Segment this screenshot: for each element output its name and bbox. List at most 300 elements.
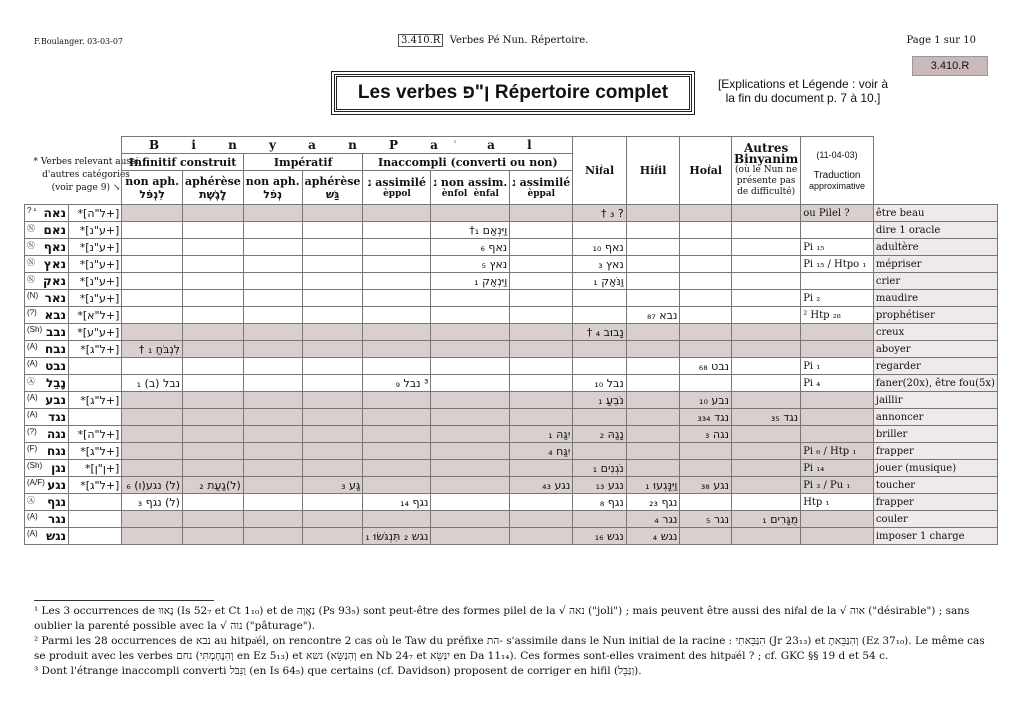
header-subtitle: Verbes Pé Nun. Répertoire. bbox=[449, 35, 589, 46]
paal-form-cell bbox=[122, 239, 183, 256]
autres-binyanim-note: (où le Nun ne présente pas de difficulté) bbox=[735, 165, 798, 197]
nifal-cell bbox=[626, 358, 680, 375]
paal-form-cell bbox=[510, 290, 573, 307]
root-label: נגד bbox=[48, 410, 67, 424]
row-tag: (A) bbox=[27, 393, 38, 402]
autres-binyanim-cell bbox=[801, 341, 874, 358]
hofal-cell bbox=[732, 460, 801, 477]
hofal-cell bbox=[732, 239, 801, 256]
paal-form-cell bbox=[302, 324, 363, 341]
paal-form-cell bbox=[363, 341, 431, 358]
table-row bbox=[25, 222, 998, 239]
autres-binyanim-cell bbox=[801, 426, 874, 443]
paal-form-cell bbox=[182, 409, 243, 426]
autres-formes-cell bbox=[573, 307, 626, 324]
paal-form-cell bbox=[431, 358, 510, 375]
root-cell bbox=[25, 256, 69, 273]
paal-form-cell bbox=[302, 392, 363, 409]
autres-binyanim-cell bbox=[801, 324, 874, 341]
hofal-cell: מֻגָּרִים ₁ bbox=[732, 511, 801, 528]
hifil-cell bbox=[680, 375, 732, 392]
table-row bbox=[25, 426, 998, 443]
nifal-cell bbox=[626, 341, 680, 358]
paal-form-cell bbox=[431, 307, 510, 324]
paal-form-cell bbox=[243, 358, 302, 375]
root-cell bbox=[25, 239, 69, 256]
row-tag: (A/F) bbox=[27, 478, 45, 487]
root-label: נגש bbox=[46, 529, 67, 543]
nifal-header: Nif͑al bbox=[573, 137, 626, 205]
paal-form-cell bbox=[122, 426, 183, 443]
table-row bbox=[25, 341, 998, 358]
paal-form-cell bbox=[510, 222, 573, 239]
category-cell bbox=[69, 409, 122, 426]
paal-form-cell bbox=[182, 528, 243, 545]
paal-form-cell bbox=[122, 273, 183, 290]
sub-aph1: aphérèse bbox=[184, 174, 241, 188]
root-cell bbox=[25, 511, 69, 528]
hifil-header: Hif͑il bbox=[626, 137, 680, 205]
row-tag: (?) bbox=[27, 308, 37, 317]
paal-form-cell bbox=[363, 324, 431, 341]
paal-form-cell bbox=[302, 273, 363, 290]
header-code: 3.410.R bbox=[398, 34, 443, 47]
traduction-cell: faner(20x), être fou(5x) bbox=[873, 375, 997, 392]
paal-form-cell bbox=[363, 409, 431, 426]
paal-form-cell bbox=[122, 341, 183, 358]
paal-form-cell bbox=[243, 222, 302, 239]
paal-form-cell bbox=[363, 239, 431, 256]
table-row bbox=[25, 443, 998, 460]
sub-nonaph1: non aph. bbox=[125, 174, 180, 188]
paal-form-cell bbox=[182, 426, 243, 443]
root-label: נאץ bbox=[43, 257, 67, 271]
table-row bbox=[25, 494, 998, 511]
paal-form: גַּע ₃ bbox=[341, 478, 361, 492]
paal-form-cell bbox=[510, 426, 573, 443]
paal-form-cell bbox=[122, 443, 183, 460]
paal-form-cell bbox=[431, 443, 510, 460]
table-row bbox=[25, 460, 998, 477]
row-tag: (Sh) bbox=[27, 325, 43, 334]
ex-eppol: èppol bbox=[383, 189, 411, 199]
root-cell bbox=[25, 375, 69, 392]
paal-form-cell bbox=[302, 460, 363, 477]
category-cell bbox=[69, 528, 122, 545]
paal-form-cell bbox=[182, 460, 243, 477]
paal-form-cell bbox=[302, 511, 363, 528]
hifil-cell bbox=[680, 460, 732, 477]
hifil-cell: נגע ₃₈ bbox=[680, 477, 732, 494]
paal-form: נגף ₁₄ bbox=[400, 495, 429, 509]
autres-binyanim-cell: Htp ₁ bbox=[801, 494, 874, 511]
autres-binyanim-cell: Pi ₂ bbox=[801, 290, 874, 307]
paal-form-cell bbox=[243, 239, 302, 256]
root-label: נגה bbox=[46, 427, 67, 441]
row-tag: (F) bbox=[27, 444, 38, 453]
paal-form-cell bbox=[243, 494, 302, 511]
table-row bbox=[25, 477, 998, 494]
root-label: נבע bbox=[45, 393, 67, 407]
traduction-cell: frapper bbox=[873, 443, 997, 460]
hifil-cell: נגד ₃₃₄ bbox=[680, 409, 732, 426]
paal-form-cell bbox=[302, 494, 363, 511]
nifal-cell bbox=[626, 273, 680, 290]
sub-assim2: נ assimilé bbox=[512, 176, 571, 189]
root-cell bbox=[25, 494, 69, 511]
root-label: נבח bbox=[45, 342, 67, 356]
nifal-cell bbox=[626, 290, 680, 307]
sub-aph2: aphérèse bbox=[304, 174, 361, 188]
paal-form-cell bbox=[122, 409, 183, 426]
paal-form-cell bbox=[363, 460, 431, 477]
row-tag: (A) bbox=[27, 410, 38, 419]
sub-assim1: נ assimilé bbox=[367, 176, 426, 189]
autres-binyanim-cell bbox=[801, 511, 874, 528]
paal-form-cell bbox=[431, 375, 510, 392]
hofal-cell: נגד ₃₅ bbox=[732, 409, 801, 426]
hifil-cell bbox=[680, 494, 732, 511]
paal-form-cell bbox=[363, 273, 431, 290]
paal-form-cell bbox=[243, 528, 302, 545]
autres-formes-cell bbox=[573, 222, 626, 239]
paal-form-cell bbox=[431, 324, 510, 341]
root-label: נגר bbox=[47, 512, 67, 526]
autres-formes-cell: נגף ₈ bbox=[573, 494, 626, 511]
traduction-cell: être beau bbox=[873, 205, 997, 222]
autres-binyanim-header: Autres Binyanim bbox=[734, 141, 799, 166]
category-cell: [+ל"ג]* bbox=[69, 392, 122, 409]
hifil-cell bbox=[680, 273, 732, 290]
root-cell bbox=[25, 392, 69, 409]
paal-form-cell bbox=[363, 290, 431, 307]
paal-form-cell bbox=[302, 528, 363, 545]
paal-form: לִנְבֹּחַ ₁ † bbox=[138, 342, 180, 356]
traduction-cell: maudire bbox=[873, 290, 997, 307]
nifal-cell bbox=[626, 426, 680, 443]
hofal-cell bbox=[732, 477, 801, 494]
paal-form-cell bbox=[510, 409, 573, 426]
paal-form-cell bbox=[431, 494, 510, 511]
paal-form-cell bbox=[182, 205, 243, 222]
ex-eppal: èppal bbox=[527, 189, 556, 199]
traduction-cell: jouer (musique) bbox=[873, 460, 997, 477]
paal-form-cell bbox=[431, 426, 510, 443]
autres-binyanim-cell bbox=[801, 392, 874, 409]
autres-binyanim-cell bbox=[801, 528, 874, 545]
paal-form-cell bbox=[510, 358, 573, 375]
root-cell bbox=[25, 477, 69, 494]
paal-form-cell bbox=[243, 307, 302, 324]
category-cell bbox=[69, 375, 122, 392]
paal-form-cell bbox=[302, 443, 363, 460]
paal-form-cell bbox=[431, 290, 510, 307]
paal-form: וַיִּנְאַק ₁ bbox=[474, 274, 508, 288]
category-cell: [+ע"ע]* bbox=[69, 324, 122, 341]
table-row bbox=[25, 290, 998, 307]
footnote-2: ² Parmi les 28 occurrences de נבא au hitpa͑él, on rencontre 2 cas où le Taw du préfixe הת- s'assimile dans le Nun initial de la racine : הִנַּבֵּאתִי (Jr 23₁₃) et וְהִנַּבֵּאתָ (Ez 37₁₀). Le même cas se produit avec les verbes נחם (וְהִנֶּחָמְתִּי en Ez 5₁₃) et נשא (וְהִנַּשֵּׂא en Nb 24₇ et יִנַּשֵּׂא en Da 11₁₄). Ces formes sont-elles vraiment des hitpa͑él ? ; cf. GKC §§ 19 d et 54 c. bbox=[34, 635, 985, 662]
category-cell: [+ע"נ]* bbox=[69, 256, 122, 273]
paal-form-cell bbox=[431, 409, 510, 426]
approx-label: approximative bbox=[809, 181, 866, 191]
paal-form-cell bbox=[431, 341, 510, 358]
paal-form-cell bbox=[363, 358, 431, 375]
paal-form-cell bbox=[302, 239, 363, 256]
paal-form-cell bbox=[431, 460, 510, 477]
nifal-cell bbox=[626, 222, 680, 239]
autres-binyanim-cell bbox=[801, 273, 874, 290]
row-tag: Ⓐ bbox=[27, 496, 35, 505]
table-row bbox=[25, 409, 998, 426]
paal-form-cell bbox=[302, 290, 363, 307]
paal-form-cell bbox=[182, 511, 243, 528]
nifal-cell bbox=[626, 443, 680, 460]
inaccompli-header: Inaccompli (converti ou non) bbox=[363, 154, 573, 171]
paal-form-cell bbox=[510, 205, 573, 222]
autres-binyanim-cell: Pi ₄ bbox=[801, 375, 874, 392]
traduction-cell: adultère bbox=[873, 239, 997, 256]
table-row bbox=[25, 239, 998, 256]
paal-form-cell bbox=[510, 239, 573, 256]
hofal-cell bbox=[732, 341, 801, 358]
footnote-rule bbox=[34, 600, 214, 601]
paal-form-cell bbox=[182, 443, 243, 460]
paal-form-cell bbox=[182, 392, 243, 409]
paal-form-cell bbox=[363, 205, 431, 222]
paal-form-cell bbox=[243, 426, 302, 443]
autres-formes-cell: נבל ₁₀ bbox=[573, 375, 626, 392]
paal-form-cell bbox=[122, 392, 183, 409]
category-cell: [+ע"נ]* bbox=[69, 222, 122, 239]
autres-binyanim-cell: ou Pilel ? bbox=[801, 205, 874, 222]
root-cell bbox=[25, 341, 69, 358]
traduction-cell: mépriser bbox=[873, 256, 997, 273]
root-cell bbox=[25, 443, 69, 460]
root-cell bbox=[25, 307, 69, 324]
category-cell bbox=[69, 511, 122, 528]
page-number: Page 1 sur 10 bbox=[906, 35, 976, 46]
hofal-cell bbox=[732, 426, 801, 443]
paal-form-cell bbox=[431, 392, 510, 409]
footnotes bbox=[34, 604, 994, 679]
page-badge: 3.410.R bbox=[912, 56, 988, 76]
root-label: נבב bbox=[45, 325, 67, 339]
category-cell bbox=[69, 358, 122, 375]
paal-form-cell bbox=[363, 443, 431, 460]
ex-aph1: לָגֶשֶׁת bbox=[199, 187, 227, 201]
paal-form-cell bbox=[122, 477, 183, 494]
traduction-cell: dire 1 oracle bbox=[873, 222, 997, 239]
paal-form-cell bbox=[431, 256, 510, 273]
paal-form-cell bbox=[182, 256, 243, 273]
paal-form-cell bbox=[431, 222, 510, 239]
nifal-cell bbox=[626, 205, 680, 222]
row-tag: (A) bbox=[27, 512, 38, 521]
hifil-cell: נגה ₃ bbox=[680, 426, 732, 443]
autres-formes-cell bbox=[573, 290, 626, 307]
ex-nonaph2: נְפֹל bbox=[263, 187, 283, 201]
paal-form: נגש ₂ bbox=[403, 529, 429, 543]
paal-form-cell bbox=[510, 477, 573, 494]
paal-form-cell bbox=[122, 358, 183, 375]
autres-formes-cell bbox=[573, 443, 626, 460]
autres-binyanim-cell: Pi ₁₅ / Htpo ₁ bbox=[801, 256, 874, 273]
autres-formes-cell: וַנֹּאַק ₁ bbox=[573, 273, 626, 290]
category-cell: [+ל"ה]* bbox=[69, 426, 122, 443]
table-row bbox=[25, 205, 998, 222]
autres-binyanim-cell: Pi ₁₄ bbox=[801, 460, 874, 477]
hofal-cell bbox=[732, 307, 801, 324]
paal-form-cell bbox=[363, 528, 431, 545]
root-cell bbox=[25, 205, 69, 222]
ex-enfol: ènfol bbox=[441, 189, 468, 199]
row-tag: (A) bbox=[27, 359, 38, 368]
autres-binyanim-cell: ² Htp ₂₈ bbox=[801, 307, 874, 324]
paal-form: נגע ₄₃ bbox=[542, 478, 571, 492]
footnote-1: ¹ Les 3 occurrences de נָאווּ (Is 52₇ et Ct 1₁₀) et de נַאֲוָה (Ps 93₅) sont peut-être des formes pilel de la √ נאה ("joli") ; mais peuvent être aussi des nif͑al de la √ אוה ("désirable") ; sans oublier la parenté possible avec la √ נוה ("pâturage"). bbox=[34, 605, 970, 632]
traduction-cell: creux bbox=[873, 324, 997, 341]
paal-form-cell bbox=[182, 341, 243, 358]
left-note: * Verbes relevant aussi d'autres catégories (voir page 9) ↘ bbox=[33, 157, 139, 193]
paal-form-cell bbox=[302, 307, 363, 324]
root-cell bbox=[25, 290, 69, 307]
hofal-header: Hof͑al bbox=[680, 137, 732, 205]
binyan-header: B i n y a n P a ͑ a l bbox=[122, 137, 573, 154]
category-cell bbox=[69, 494, 122, 511]
traduction-cell: annoncer bbox=[873, 409, 997, 426]
row-tag: Ⓝ bbox=[27, 224, 35, 233]
paal-form-cell bbox=[363, 494, 431, 511]
verb-table bbox=[24, 136, 998, 545]
autres-formes-cell bbox=[573, 511, 626, 528]
hofal-cell bbox=[732, 528, 801, 545]
paal-form-cell bbox=[243, 443, 302, 460]
nifal-cell bbox=[626, 239, 680, 256]
row-tag: ? ¹ bbox=[27, 206, 37, 215]
traduction-cell: frapper bbox=[873, 494, 997, 511]
paal-form-cell bbox=[182, 358, 243, 375]
nifal-cell: וַיִּנָּגְעוּ ₁ bbox=[626, 477, 680, 494]
nifal-cell: נגר ₄ bbox=[626, 511, 680, 528]
paal-form: יִגַּהּ ₁ bbox=[548, 427, 571, 441]
autres-binyanim-cell: Pi ₆ / Htp ₁ bbox=[801, 443, 874, 460]
paal-form-cell bbox=[182, 494, 243, 511]
category-cell: [+ן"ן]* bbox=[69, 460, 122, 477]
sub-nonassim: נ non assim. bbox=[433, 176, 508, 189]
root-cell bbox=[25, 409, 69, 426]
hofal-cell bbox=[732, 290, 801, 307]
paal-form-cell bbox=[302, 358, 363, 375]
root-cell bbox=[25, 460, 69, 477]
paal-form-cell bbox=[122, 222, 183, 239]
paal-form-cell bbox=[182, 290, 243, 307]
category-cell: [+ע"נ]* bbox=[69, 273, 122, 290]
ex-enfal: ènfal bbox=[473, 189, 499, 199]
hofal-cell bbox=[732, 256, 801, 273]
autres-binyanim-cell bbox=[801, 222, 874, 239]
traduction-cell: toucher bbox=[873, 477, 997, 494]
traduction-header: Traduction bbox=[813, 170, 861, 181]
row-tag: Ⓝ bbox=[27, 275, 35, 284]
autres-formes-cell: נֹבֵעַ ₁ bbox=[573, 392, 626, 409]
autres-formes-cell bbox=[573, 341, 626, 358]
paal-form-cell bbox=[510, 392, 573, 409]
hofal-cell bbox=[732, 273, 801, 290]
hifil-cell bbox=[680, 290, 732, 307]
paal-form-cell bbox=[510, 273, 573, 290]
nifal-cell bbox=[626, 256, 680, 273]
category-cell: [+ל"ג]* bbox=[69, 477, 122, 494]
paal-form-cell bbox=[363, 307, 431, 324]
hifil-cell bbox=[680, 324, 732, 341]
paal-form-cell bbox=[302, 409, 363, 426]
paal-form-cell bbox=[363, 511, 431, 528]
traduction-cell: couler bbox=[873, 511, 997, 528]
hifil-cell bbox=[680, 222, 732, 239]
paal-form-cell bbox=[122, 307, 183, 324]
table-row bbox=[25, 528, 998, 545]
table-row bbox=[25, 375, 998, 392]
autres-binyanim-cell bbox=[801, 409, 874, 426]
paal-form: נאף ₆ bbox=[480, 240, 508, 254]
paal-form-cell bbox=[510, 324, 573, 341]
hifil-cell bbox=[680, 528, 732, 545]
paal-form-cell bbox=[243, 409, 302, 426]
paal-form-cell bbox=[510, 511, 573, 528]
table-row bbox=[25, 273, 998, 290]
nifal-cell bbox=[626, 375, 680, 392]
paal-form-cell bbox=[431, 528, 510, 545]
paal-form-cell bbox=[431, 511, 510, 528]
paal-form-cell bbox=[431, 205, 510, 222]
table-row bbox=[25, 307, 998, 324]
paal-form: (ל) נגף ₃ bbox=[137, 495, 180, 509]
autres-formes-cell bbox=[573, 409, 626, 426]
category-cell: [+ע"נ]* bbox=[69, 290, 122, 307]
paal-form-cell bbox=[431, 477, 510, 494]
hifil-cell bbox=[680, 256, 732, 273]
paal-form-cell bbox=[182, 307, 243, 324]
row-tag: (?) bbox=[27, 427, 37, 436]
hofal-cell bbox=[732, 494, 801, 511]
paal-form-cell bbox=[243, 460, 302, 477]
paal-form-cell bbox=[122, 494, 183, 511]
category-cell: [+ל"ה]* bbox=[69, 205, 122, 222]
root-cell bbox=[25, 528, 69, 545]
autres-binyanim-cell: Pi ₁ bbox=[801, 358, 874, 375]
root-label: נגח bbox=[46, 444, 67, 458]
root-label: נאה bbox=[43, 206, 67, 220]
root-label: נגע bbox=[47, 478, 67, 492]
paal-form: ³ נבל ₉ bbox=[395, 376, 429, 390]
paal-form-cell bbox=[243, 392, 302, 409]
paal-form-cell bbox=[302, 222, 363, 239]
paal-form-cell bbox=[243, 290, 302, 307]
paal-form-cell bbox=[182, 222, 243, 239]
nifal-cell bbox=[626, 392, 680, 409]
paal-form-cell bbox=[182, 375, 243, 392]
hifil-cell: נבט ₆₈ bbox=[680, 358, 732, 375]
footnote-3: ³ Dont l'étrange inaccompli converti וַנִּבֹּל (en Is 64₅) que certains (cf. Davidson) proposent de corriger en hif͑il (וַנַּבֵּל). bbox=[34, 665, 642, 677]
paal-form-cell bbox=[243, 273, 302, 290]
paal-form-cell bbox=[122, 205, 183, 222]
root-cell bbox=[25, 324, 69, 341]
paal-form-cell bbox=[510, 375, 573, 392]
root-label: נָבֵל bbox=[46, 376, 67, 390]
root-label: נבט bbox=[45, 359, 67, 373]
date-label: (11-04-03) bbox=[816, 150, 858, 160]
nifal-cell bbox=[626, 324, 680, 341]
